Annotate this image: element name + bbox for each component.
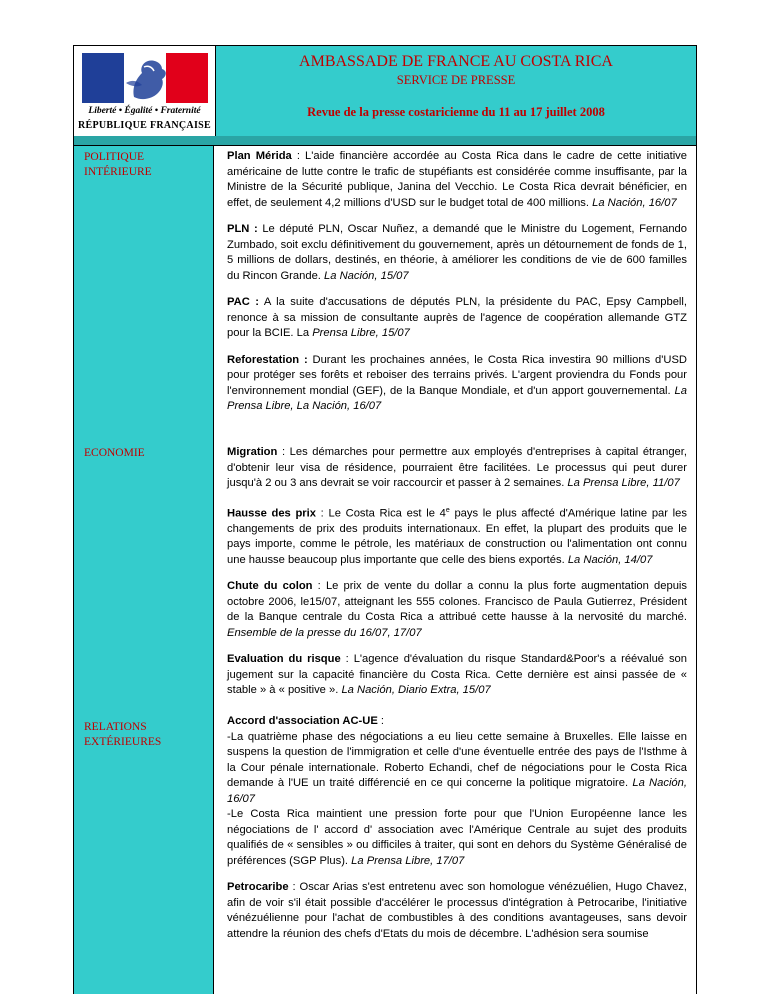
content-relations xyxy=(227,714,687,953)
republic-logo xyxy=(74,46,216,136)
content-economie xyxy=(227,445,687,710)
article-petrocaribe: Petrocaribe : Oscar Arias s'est entretenu avec son homologue vénézuélien, Hugo Chavez, afin de voir s'il était possible d'accélérer le processus d'intégration à Petrocaribe, l'initiative vénézuélienne pour l'achat de combustibles à des conditions avantageuses, sans devoir attendre la réunion des chefs d'Etats du mois de décembre. L'adhésion sera soumise xyxy=(227,881,687,940)
page-subtitle: SERVICE DE PRESSE xyxy=(396,73,516,87)
content-politique xyxy=(227,149,687,426)
table-border xyxy=(696,146,697,994)
review-period: Revue de la presse costaricienne du 11 au 17 juillet 2008 xyxy=(307,105,605,119)
article-migration: Migration : Les démarches pour permettre aux employés d'entreprises à capital étranger, d'obtenir leur visa de résidence, pourraient être facilitées. Le processus qui peut durer jusqu'à 2 ou 3 ans devrait se voir raccourcir et passer à 2 semaines. La Prensa Libre, 11/07 xyxy=(227,446,687,489)
article-accord-association: Accord d'association AC-UE : -La quatrième phase des négociations a eu lieu cette semaine à Bruxelles. Elle laisse en suspens la question de l'immigration et celle d'une éventuelle entrée des pays de l'Isthme à la Cour pénale internationale. Roberto Echandi, chef de négociations pour le Costa Rica demande à l'UE un traité différencié en ce qui concerne la politique migratoire. La Nación, 16/07 -Le Costa Rica maintient une pression forte pour que l'Union Européenne lance les négociations de l' accord d' association avec l'Amérique Centrale au sujet des produits qualifiés de « sensibles » ou difficiles à traiter, qui sont en dehors du Système Généralisé de préférences (SGP Plus). La Prensa Libre, 17/07 xyxy=(227,715,687,867)
article-pln: PLN : Le député PLN, Oscar Nuñez, a demandé que le Ministre du Logement, Fernando Zumbado, soit exclu définitivement du gouvernement, après un détournement de fonds de 1, 5 millions de dollars, destinés, en théorie, à améliorer les conditions de vie de 600 familles du Rincon Grande. La Nación, 15/07 xyxy=(227,223,687,282)
section-label-politique: POLITIQUE INTÉRIEURE xyxy=(84,151,152,178)
article-hausse-des-prix: Hausse des prix : Le Costa Rica est le 4e pays le plus affecté d'Amérique latine par les changements de prix des produits internationaux. En effet, la plupart des produits que le pays importe, comme le pétrole, les matériaux de construction ou l'alimentation ont connu une hausse beaucoup plus importante que celle des biens exportés. La Nación, 14/07 xyxy=(227,506,687,566)
article-reforestation: Reforestation : Durant les prochaines années, le Costa Rica investira 90 millions d'USD pour protéger ses forêts et reboiser des terrains privés. L'argent proviendra du Fonds pour l'environnement mondial (GEF), de la Banque Mondiale, et d'un apport gouvernemental. La Prensa Libre, La Nación, 16/07 xyxy=(227,353,687,412)
section-label-economie: ECONOMIE xyxy=(84,447,145,459)
marianne-flag-icon xyxy=(82,53,208,103)
header-title-cell xyxy=(216,46,696,136)
article-pac: PAC : A la suite d'accusations de députés PLN, la présidente du PAC, Epsy Campbell, renonce à sa mission de consultante auprès de l'agence de coopération allemande GTZ pour la BCIE. La Prensa Libre, 15/07 xyxy=(227,296,688,339)
section-column xyxy=(73,146,214,994)
section-label-relations: RELATIONS EXTÉRIEURES xyxy=(84,721,162,748)
article-chute-du-colon: Chute du colon : Le prix de vente du dollar a connu la plus forte augmentation depuis octobre 2006, le15/07, atteignant les 555 colones. Francisco de Paula Gutierrez, Président de la Banque centrale du Costa Rica a attribué cette hausse à la nervosité du marché. Ensemble de la presse du 16/07, 17/07 xyxy=(227,580,687,639)
page-title: AMBASSADE DE FRANCE AU COSTA RICA xyxy=(299,53,613,70)
article-plan-merida: Plan Mérida : L'aide financière accordée au Costa Rica dans le cadre de cette initiative américaine de lutte contre le trafic de stupéfiants est considérée comme insuffisante, par la Ministre de la Sécurité publique, Janina del Vecchio. Le Costa Rica devrait bénéficier, en effet, de seulement 4,2 millions d'USD sur le budget total de 400 millions. La Nación, 16/07 xyxy=(227,150,687,209)
article-evaluation-risque: Evaluation du risque : L'agence d'évaluation du risque Standard&Poor's a réévalué son jugement sur la capacité financière du Costa Rica. Cette dernière est ainsi passée de « stable » à « positive ». La Nación, Diario Extra, 15/07 xyxy=(227,653,688,697)
republic-motto: Liberté • Égalité • Fraternité xyxy=(88,106,201,116)
republic-name: RÉPUBLIQUE FRANÇAISE xyxy=(78,120,211,131)
header-table xyxy=(73,45,697,137)
header-band xyxy=(73,136,697,146)
